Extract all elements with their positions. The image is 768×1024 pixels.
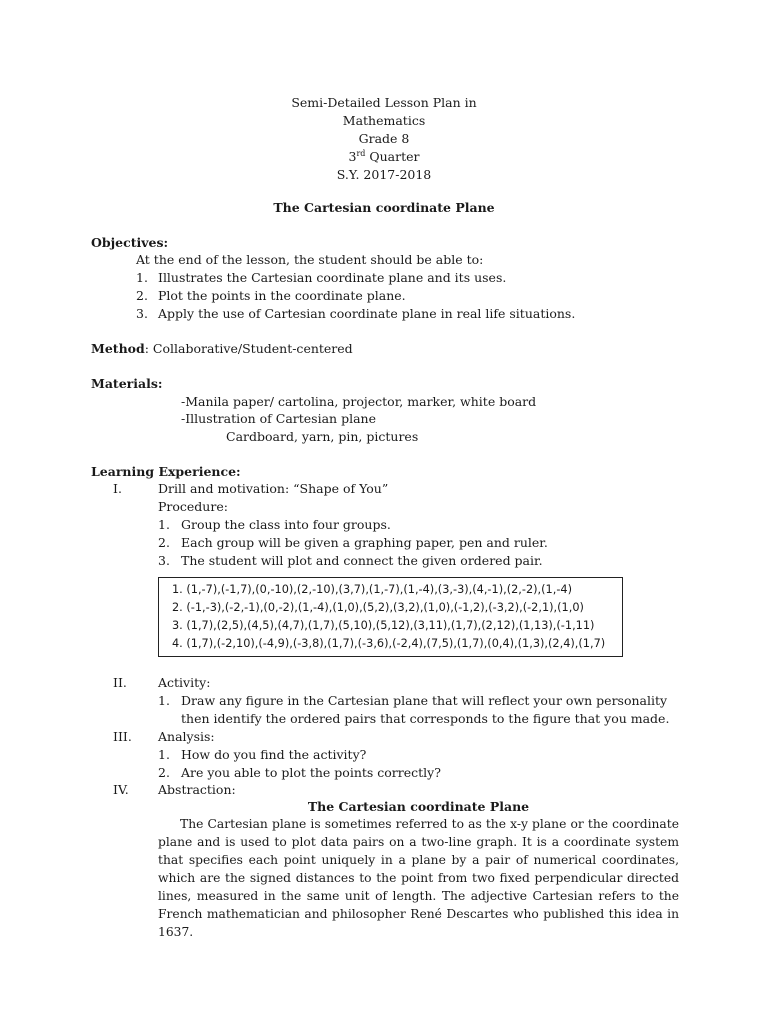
header-quarter: 3rd Quarter bbox=[348, 148, 420, 164]
materials-item: -Manila paper/ cartolina, projector, marker, white board bbox=[181, 394, 537, 409]
analysis-question: Are you able to plot the points correctly? bbox=[181, 765, 441, 780]
activity-number: 1. bbox=[158, 693, 170, 708]
procedure-number: 1. bbox=[158, 517, 170, 532]
activity-text: then identify the ordered pairs that corresponds to the figure that you made. bbox=[181, 711, 670, 726]
document-header bbox=[0, 94, 768, 184]
materials-item: -Illustration of Cartesian plane bbox=[181, 411, 376, 426]
section-roman-numeral: I. bbox=[113, 481, 122, 496]
analysis-number: 1. bbox=[158, 747, 170, 762]
analysis-title: Analysis: bbox=[158, 729, 215, 744]
analysis-number: 2. bbox=[158, 765, 170, 780]
procedure-step: Each group will be given a graphing paper, pen and ruler. bbox=[181, 535, 548, 550]
ordered-pairs-row: 1. (1,-7),(-1,7),(0,-10),(2,-10),(3,7),(1,-7),(1,-4),(3,-3),(4,-1),(2,-2),(1,-4) bbox=[172, 583, 573, 596]
objective-item: Apply the use of Cartesian coordinate plane in real life situations. bbox=[158, 306, 576, 321]
method-label: Method bbox=[91, 341, 145, 356]
abstraction-title: Abstraction: bbox=[158, 782, 236, 797]
section-roman-numeral: IV. bbox=[113, 782, 129, 797]
header-line-1: Semi-Detailed Lesson Plan in bbox=[291, 95, 477, 110]
procedure-label: Procedure: bbox=[158, 499, 228, 514]
objectives-intro: At the end of the lesson, the student should be able to: bbox=[136, 252, 484, 267]
ordered-pairs-box bbox=[158, 577, 623, 657]
ordered-pairs-row: 4. (1,7),(-2,10),(-4,9),(-3,8),(1,7),(-3,6),(-2,4),(7,5),(1,7),(0,4),(1,3),(2,4),(1,7) bbox=[172, 637, 606, 650]
procedure-step: The student will plot and connect the given ordered pair. bbox=[181, 553, 543, 568]
header-school-year: S.Y. 2017-2018 bbox=[336, 167, 432, 182]
header-grade: Grade 8 bbox=[358, 131, 410, 146]
activity-text: Draw any figure in the Cartesian plane that will reflect your own personality bbox=[181, 693, 668, 708]
procedure-step: Group the class into four groups. bbox=[181, 517, 391, 532]
header-subject: Mathematics bbox=[342, 113, 426, 128]
objective-number: 2. bbox=[136, 288, 148, 303]
page-title: The Cartesian coordinate Plane bbox=[273, 200, 495, 215]
ordered-pairs-row: 2. (-1,-3),(-2,-1),(0,-2),(1,-4),(1,0),(5,2),(3,2),(1,0),(-1,2),(-3,2),(-2,1),(1,0) bbox=[172, 601, 584, 614]
section-roman-numeral: III. bbox=[113, 729, 132, 744]
section-roman-numeral: II. bbox=[113, 675, 127, 690]
method-line bbox=[91, 340, 353, 358]
drill-title: Drill and motivation: “Shape of You” bbox=[158, 481, 389, 496]
objective-number: 1. bbox=[136, 270, 148, 285]
ordered-pairs-row: 3. (1,7),(2,5),(4,5),(4,7),(1,7),(5,10),(5,12),(3,11),(1,7),(2,12),(1,13),(-1,11) bbox=[172, 619, 595, 632]
procedure-number: 3. bbox=[158, 553, 170, 568]
activity-title: Activity: bbox=[158, 675, 211, 690]
abstraction-subtitle: The Cartesian coordinate Plane bbox=[307, 799, 530, 814]
abstraction-paragraph: The Cartesian plane is sometimes referred to as the x-y plane or the coordinate plane and is used to plot data pairs on a two-line graph. It is a coordinate system that specifies each point uniquely in a plane by a pair of numerical coordinates, which are the signed distances to the point from two fixed perpendicular directed lines, measured in the same unit of length. The adjective Cartesian refers to the French mathematician and philosopher René Descartes who published this idea in 1637. bbox=[158, 817, 679, 939]
objective-item: Plot the points in the coordinate plane. bbox=[158, 288, 406, 303]
materials-heading: Materials: bbox=[91, 376, 163, 391]
method-value: : Collaborative/Student-centered bbox=[144, 341, 353, 356]
analysis-question: How do you find the activity? bbox=[181, 747, 367, 762]
objective-number: 3. bbox=[136, 306, 148, 321]
materials-item: Cardboard, yarn, pin, pictures bbox=[226, 429, 419, 444]
procedure-number: 2. bbox=[158, 535, 170, 550]
objective-item: Illustrates the Cartesian coordinate plane and its uses. bbox=[158, 270, 507, 285]
learning-experience-heading: Learning Experience: bbox=[91, 464, 241, 479]
objectives-heading: Objectives: bbox=[91, 235, 169, 250]
